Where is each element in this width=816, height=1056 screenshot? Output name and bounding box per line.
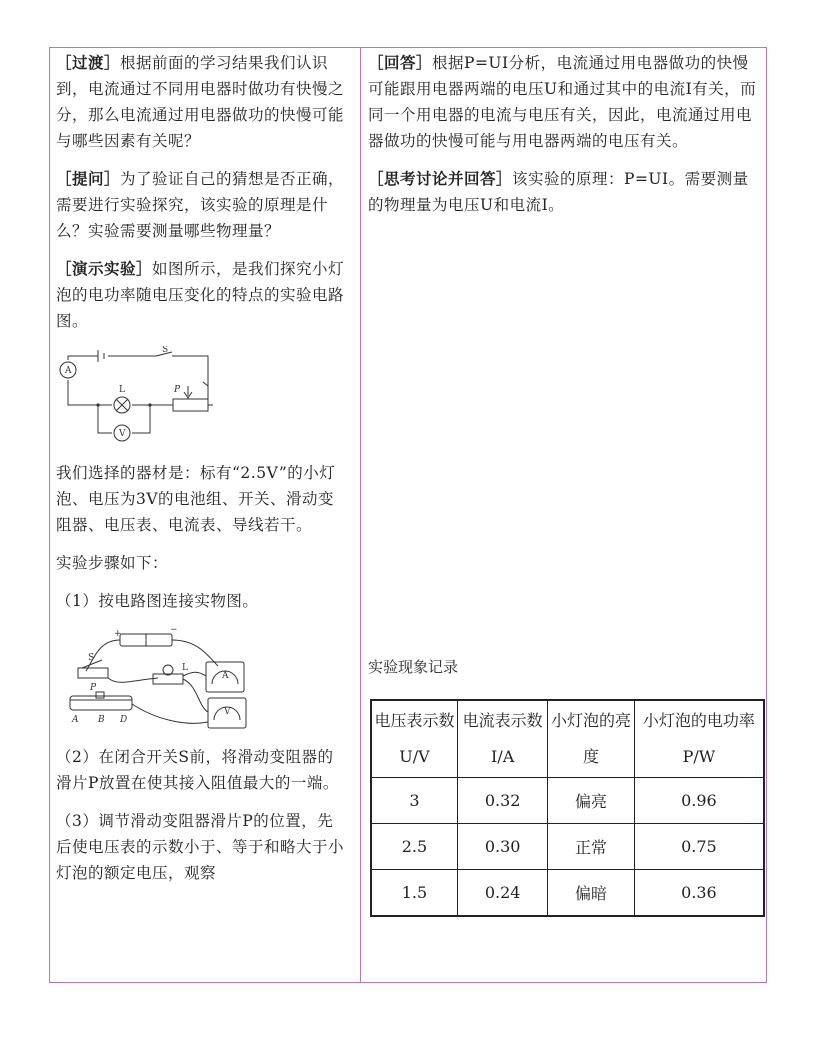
apparatus-label-s: S <box>88 653 95 663</box>
cell-voltage: 3 <box>371 778 457 824</box>
header-voltage: 电压表示数U/V <box>371 700 457 778</box>
cell-power: 0.75 <box>634 824 764 870</box>
table-row <box>371 778 764 824</box>
header-power: 小灯泡的电功率P/W <box>634 700 764 778</box>
column-divider <box>360 47 361 983</box>
apparatus-label-l: L <box>182 663 188 673</box>
steps-title: 实验步骤如下： <box>56 554 169 572</box>
label-voltmeter: V <box>119 429 126 439</box>
observation-table <box>370 699 765 917</box>
cell-voltage: 2.5 <box>371 824 457 870</box>
question-text: 为了验证自己的猜想是否正确，需要进行实验探究，该实验的原理是什么？实验需要测量哪些物理量？ <box>56 170 345 240</box>
apparatus-label-b: B <box>98 715 105 725</box>
discuss-text: 该实验的原理：P=UI。需要测量的物理量为电压U和电流I。 <box>368 170 749 214</box>
step-2: （2）在闭合开关S前，将滑动变阻器的滑片P放置在使其接入阻值最大的一端。 <box>56 748 339 792</box>
label-slider: P <box>174 385 181 395</box>
rheostat <box>173 399 208 411</box>
header-current: 电流表示数I/A <box>457 700 547 778</box>
label-switch: S <box>162 346 169 355</box>
right-column <box>368 50 760 230</box>
cell-current: 0.30 <box>457 824 547 870</box>
apparatus-label-ammeter: A <box>222 671 229 681</box>
cell-current: 0.24 <box>457 870 547 917</box>
demo-tag: ［演示实验］ <box>56 260 153 278</box>
cell-current: 0.32 <box>457 778 547 824</box>
circuit-diagram <box>58 346 218 446</box>
apparatus-label-minus: − <box>170 626 178 635</box>
cell-brightness: 正常 <box>548 824 634 870</box>
left-column <box>56 50 348 898</box>
cell-brightness: 偏亮 <box>548 778 634 824</box>
demo-text: 如图所示，是我们探究小灯泡的电功率随电压变化的特点的实验电路图。 <box>56 260 345 330</box>
answer-paragraph <box>368 50 760 154</box>
apparatus-label-p: P <box>90 683 97 693</box>
step-1: （1）按电路图连接实物图。 <box>56 592 259 610</box>
transition-paragraph <box>56 50 348 154</box>
table-header-row <box>371 700 764 778</box>
answer-tag: ［回答］ <box>368 54 433 72</box>
cell-power: 0.36 <box>634 870 764 917</box>
equipment-paragraph: 我们选择的器材是：标有“2.5V”的小灯泡、电压为3V的电池组、开关、滑动变阻器、电压表、电流表、导线若干。 <box>56 464 336 534</box>
cell-brightness: 偏暗 <box>548 870 634 917</box>
question-paragraph <box>56 166 348 244</box>
apparatus-label-plus: + <box>114 629 122 639</box>
switch-base <box>78 668 108 678</box>
label-lamp: L <box>119 385 125 395</box>
discuss-paragraph <box>368 166 760 218</box>
table-row <box>371 870 764 917</box>
question-tag: ［提问］ <box>56 170 121 188</box>
transition-tag: ［过渡］ <box>56 54 121 72</box>
cell-voltage: 1.5 <box>371 870 457 917</box>
apparatus-label-voltmeter: V <box>224 707 231 717</box>
apparatus-illustration <box>58 626 258 736</box>
table-row <box>371 824 764 870</box>
header-brightness: 小灯泡的亮度 <box>548 700 634 778</box>
step-3: （3）调节滑动变阻器滑片P的位置，先后使电压表的示数小于、等于和略大于小灯泡的额定电压，观察 <box>56 812 345 882</box>
demo-paragraph <box>56 256 348 334</box>
discuss-tag: ［思考讨论并回答］ <box>368 170 513 188</box>
apparatus-label-a: A <box>72 715 79 725</box>
label-ammeter: A <box>65 366 72 376</box>
cell-power: 0.96 <box>634 778 764 824</box>
transition-text: 根据前面的学习结果我们认识到，电流通过不同用电器时做功有快慢之分，那么电流通过用电器做功的快慢可能与哪些因素有关呢？ <box>56 54 345 150</box>
answer-text: 根据P=UI分析，电流通过用电器做功的快慢可能跟用电器两端的电压U和通过其中的电流I有关，而同一个用电器的电流与电压有关，因此，电流通过用电器做功的快慢可能与用电器两端的电压有关。 <box>368 54 757 150</box>
observation-record-label: 实验现象记录 <box>368 658 459 676</box>
apparatus-label-d: D <box>120 715 128 725</box>
